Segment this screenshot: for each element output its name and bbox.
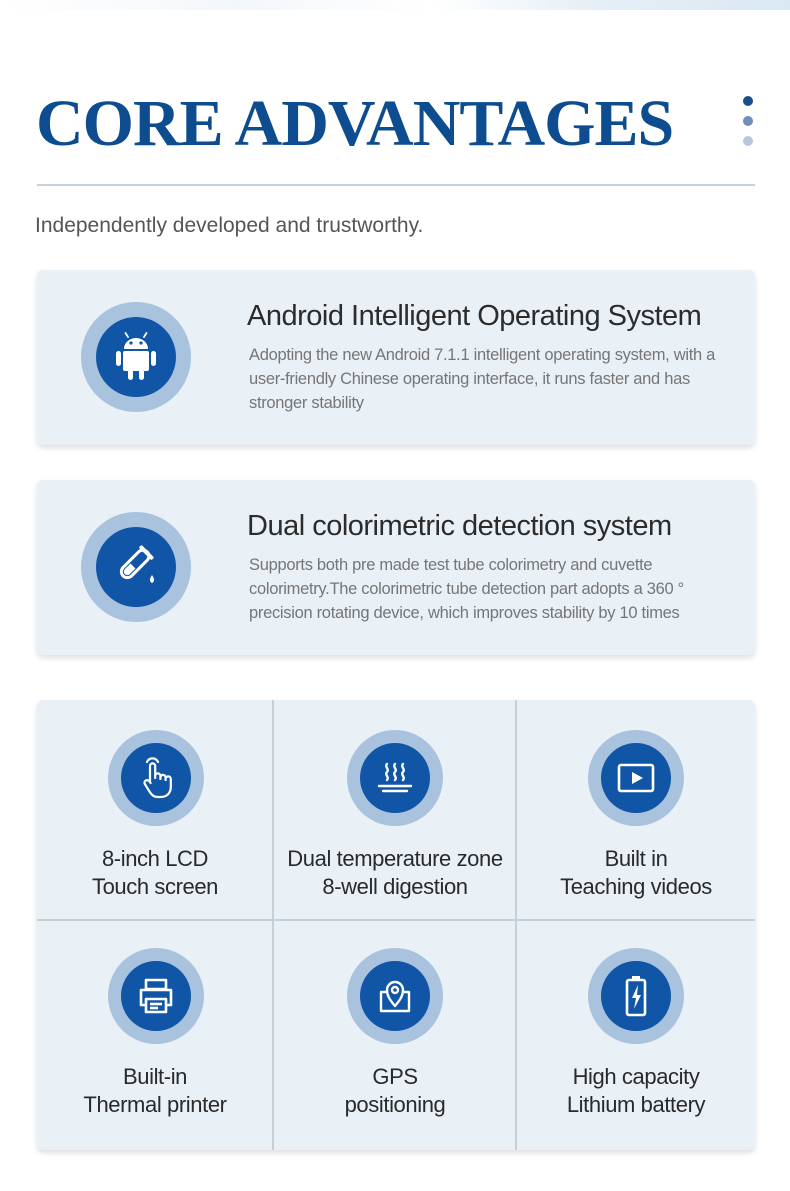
- feature-description: Adopting the new Android 7.1.1 intelligent operating system, with a user-friendly Chinese operating interface, it runs faster and has stronger stability: [249, 346, 716, 412]
- location-pin-icon: [360, 961, 430, 1031]
- top-decorative-strip: [0, 0, 790, 10]
- spec-gps: [274, 918, 516, 1138]
- spec-teaching-videos: [517, 700, 755, 920]
- spec-label-line: 8-inch LCD: [101, 846, 209, 871]
- spec-label-line: High capacity: [572, 1064, 700, 1089]
- spec-label-line: Thermal printer: [83, 1092, 227, 1117]
- spec-label-line: GPS: [372, 1064, 418, 1089]
- icon-ring: [588, 730, 684, 826]
- dot-light: [743, 136, 753, 146]
- feature-card-colorimetric: [37, 480, 755, 655]
- spec-label-line: positioning: [344, 1092, 446, 1117]
- spec-label-line: Touch screen: [91, 874, 219, 899]
- page-title: CORE ADVANTAGES: [36, 87, 674, 160]
- spec-label: [517, 1063, 755, 1119]
- spec-label-line: Dual temperature zone: [287, 846, 503, 871]
- test-tube-icon: [96, 527, 176, 607]
- spec-digestion: [274, 700, 516, 920]
- spec-label-line: Teaching videos: [560, 874, 712, 899]
- printer-icon: [121, 961, 191, 1031]
- icon-ring: [108, 730, 204, 826]
- spec-touch-screen: [37, 700, 273, 920]
- touch-icon: [121, 743, 191, 813]
- spec-label-line: 8-well digestion: [322, 874, 468, 899]
- icon-ring: [81, 512, 191, 622]
- spec-label: [517, 845, 755, 901]
- feature-title: Dual colorimetric detection system: [247, 510, 672, 542]
- spec-battery: [517, 918, 755, 1138]
- icon-ring: [81, 302, 191, 412]
- icon-ring: [588, 948, 684, 1044]
- icon-ring: [108, 948, 204, 1044]
- title-divider: [37, 184, 755, 186]
- feature-title: Android Intelligent Operating System: [247, 300, 702, 332]
- spec-label-line: Built-in: [122, 1064, 188, 1089]
- icon-ring: [347, 948, 443, 1044]
- dot-medium: [743, 116, 753, 126]
- decorative-dots: [743, 96, 755, 156]
- feature-card-android: [37, 270, 755, 445]
- spec-label-line: Lithium battery: [566, 1092, 706, 1117]
- video-play-icon: [601, 743, 671, 813]
- spec-thermal-printer: [37, 918, 273, 1138]
- spec-label: [37, 845, 273, 901]
- spec-label: [37, 1063, 273, 1119]
- icon-ring: [347, 730, 443, 826]
- battery-icon: [601, 961, 671, 1031]
- page-subtitle: Independently developed and trustworthy.: [35, 214, 424, 237]
- feature-description: Supports both pre made test tube colorimetry and cuvette colorimetry.The colorimetric tube detection part adopts a 360 ° precision rotating device, which improves stability by 10 times: [249, 556, 684, 622]
- specs-grid: [37, 700, 755, 1150]
- spec-label: [274, 1063, 516, 1119]
- spec-label-line: Built in: [604, 846, 668, 871]
- android-icon: [96, 317, 176, 397]
- dot-dark: [743, 96, 753, 106]
- spec-label: [274, 845, 516, 901]
- heating-icon: [360, 743, 430, 813]
